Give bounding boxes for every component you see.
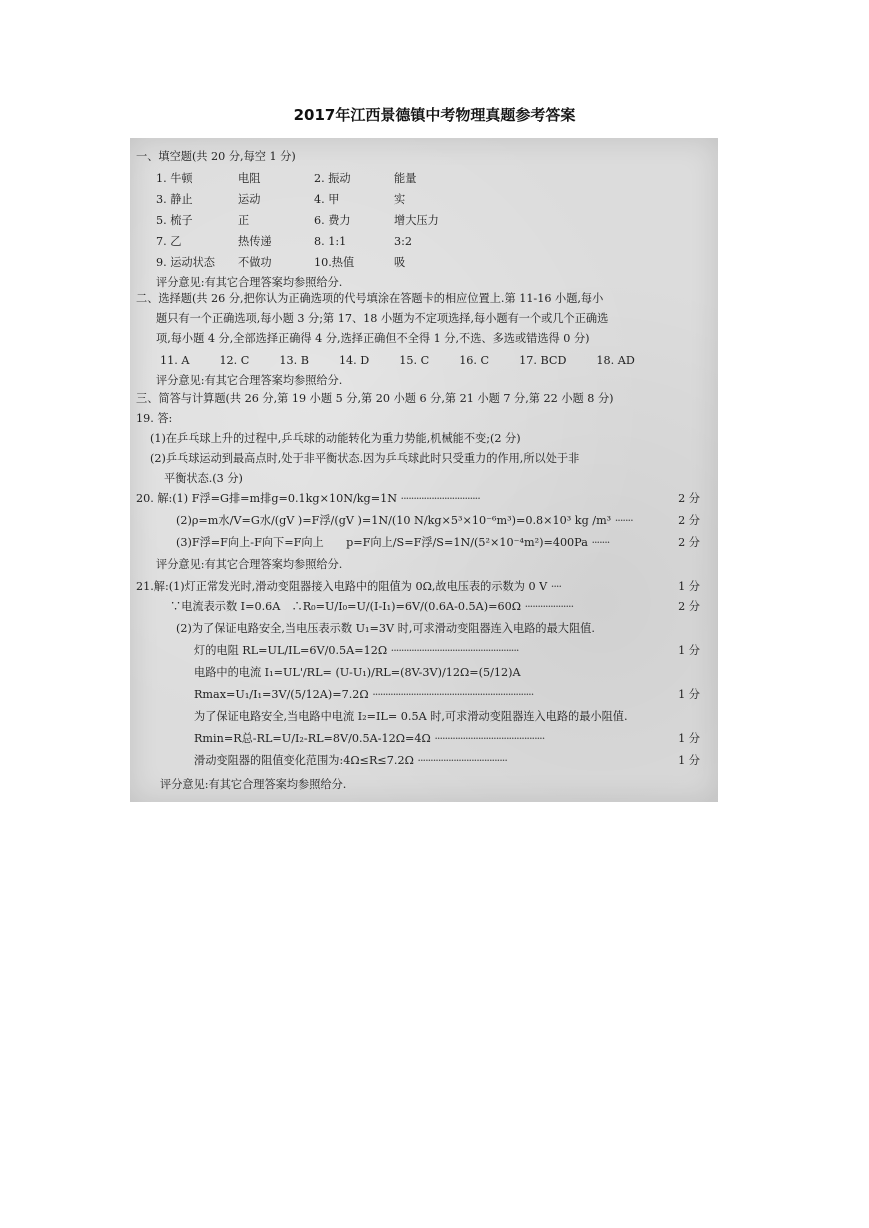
q21-line-text: (2)为了保证电路安全,当电压表示数 U₁=3V 时,可求滑动变阻器连入电路的最大阻值. [176, 622, 595, 635]
q21-line: 灯的电阻 RL=UL/IL=6V/0.5A=12Ω ·················································· 1 分 [194, 644, 700, 657]
q19-line: (2)乒乓球运动到最高点时,处于非平衡状态.因为乒乓球此时只受重力的作用,所以处于非 [150, 452, 580, 465]
q21-line: 滑动变阻器的阻值变化范围为:4Ω≤R≤7.2Ω ··································· 1 分 [194, 754, 700, 767]
fill-cell: 电阻 [238, 172, 261, 185]
q21-line [194, 710, 628, 724]
q20-line: (2)ρ=m水/V=G水/(gV )=F浮/(gV )=1N/(10 N/kg×5³×10⁻⁶m³)=0.8×10³ kg /m³ ······· 2 分 [176, 514, 700, 527]
q19-label: 19. 答: [136, 412, 173, 425]
fill-cell: 能量 [394, 172, 417, 185]
q19-line: (1)在乒乓球上升的过程中,乒乓球的动能转化为重力势能,机械能不变;(2 分) [150, 432, 521, 445]
choice-answer: 18. AD [596, 354, 635, 367]
q20-line-text: 20. 解:(1) F浮=G排=m排g=0.1kg×10N/kg=1N [136, 492, 397, 505]
q20-line-text: (2)ρ=m水/V=G水/(gV )=F浮/(gV )=1N/(10 N/kg×5³×10⁻⁶m³)=0.8×10³ kg /m³ [176, 514, 612, 527]
q21-line-text: 21.解:(1)灯正常发光时,滑动变阻器接入电路中的阻值为 0Ω,故电压表的示数为 0 V [136, 580, 548, 593]
fill-cell: 9. 运动状态 [156, 256, 215, 269]
q21-line-text: Rmax=U₁/I₁=3V/(5/12A)=7.2Ω [194, 688, 369, 701]
q21-line-text: 滑动变阻器的阻值变化范围为:4Ω≤R≤7.2Ω [194, 754, 414, 767]
section2-header-line: 项,每小题 4 分,全部选择正确得 4 分,选择正确但不全得 1 分,不选、多选或错选得 0 分) [156, 332, 590, 345]
q21-line: ∵电流表示数 I=0.6A ∴R₀=U/I₀=U/(I-I₁)=6V/(0.6A-0.5A)=60Ω ··················· 2 分 [170, 600, 700, 613]
fill-cell: 热传递 [238, 235, 272, 248]
fill-cell: 3:2 [394, 235, 413, 248]
score-label: 1 分 [678, 754, 700, 767]
fill-cell: 正 [238, 214, 250, 227]
q21-line: 21.解:(1)灯正常发光时,滑动变阻器接入电路中的阻值为 0Ω,故电压表的示数为 0 V ···· 1 分 [136, 580, 700, 593]
fill-cell: 4. 甲 [314, 193, 340, 206]
choice-answer: 13. B [279, 354, 309, 367]
fill-row [156, 256, 405, 270]
q21-line [194, 666, 521, 680]
fill-row [156, 172, 416, 186]
score-label: 2 分 [678, 600, 700, 613]
q20-line: 20. 解:(1) F浮=G排=m排g=0.1kg×10N/kg=1N ······························· 2 分 [136, 492, 700, 505]
score-label: 1 分 [678, 732, 700, 745]
fill-row [156, 235, 412, 249]
fill-cell: 7. 乙 [156, 235, 182, 248]
fill-cell: 增大压力 [394, 214, 439, 227]
q20-line-text: (3)F浮=F向上-F向下=F向上 p=F向上/S=F浮/S=1N/(5²×10⁻⁴m²)=400Pa [176, 536, 588, 549]
scoring-note: 评分意见:有其它合理答案均参照给分. [156, 276, 343, 289]
q19-line: 平衡状态.(3 分) [164, 472, 243, 485]
q21-line-text: 为了保证电路安全,当电路中电流 I₂=IL= 0.5A 时,可求滑动变阻器连入电路的最小阻值. [194, 710, 628, 723]
q21-line-text: Rmin=R总-RL=U/I₂-RL=8V/0.5A-12Ω=4Ω [194, 732, 431, 745]
score-label: 1 分 [678, 580, 700, 593]
q21-line [176, 622, 595, 636]
q20-line: (3)F浮=F向上-F向下=F向上 p=F向上/S=F浮/S=1N/(5²×10⁻⁴m²)=400Pa ······· 2 分 [176, 536, 700, 549]
score-label: 2 分 [678, 492, 700, 505]
section1-header: 一、填空题(共 20 分,每空 1 分) [136, 150, 296, 163]
section2-header-line: 二、选择题(共 26 分,把你认为正确选项的代号填涂在答题卡的相应位置上.第 11-16 小题,每小 [136, 292, 604, 305]
fill-cell: 8. 1:1 [314, 235, 347, 248]
choice-answer: 14. D [338, 354, 370, 367]
scoring-note: 评分意见:有其它合理答案均参照给分. [156, 558, 343, 571]
fill-cell: 吸 [394, 256, 406, 269]
q21-line-text: ∵电流表示数 I=0.6A ∴R₀=U/I₀=U/(I-I₁)=6V/(0.6A-0.5A)=60Ω [170, 600, 521, 613]
choice-answer: 17. BCD [519, 354, 567, 367]
fill-cell: 不做功 [238, 256, 272, 269]
scoring-note: 评分意见:有其它合理答案均参照给分. [156, 374, 343, 387]
choice-answer: 15. C [399, 354, 430, 367]
q21-line-text: 灯的电阻 RL=UL/IL=6V/0.5A=12Ω [194, 644, 388, 657]
fill-cell: 1. 牛顿 [156, 172, 193, 185]
section2-header-line: 题只有一个正确选项,每小题 3 分;第 17、18 小题为不定项选择,每小题有一个或几个正确选 [156, 312, 609, 325]
fill-cell: 运动 [238, 193, 261, 206]
page-title: 2017年江西景德镇中考物理真题参考答案 [293, 106, 576, 124]
q21-line-text: 电路中的电流 I₁=UL'/RL= (U-U₁)/RL=(8V-3V)/12Ω=(5/12)A [194, 666, 521, 679]
section3-header: 三、简答与计算题(共 26 分,第 19 小题 5 分,第 20 小题 6 分,第 21 小题 7 分,第 22 小题 8 分) [136, 392, 614, 405]
choice-answer: 16. C [459, 354, 490, 367]
score-label: 1 分 [678, 688, 700, 701]
score-label: 2 分 [678, 514, 700, 527]
fill-cell: 6. 费力 [314, 214, 351, 227]
q21-line: Rmax=U₁/I₁=3V/(5/12A)=7.2Ω ······························································· 1 分 [194, 688, 700, 701]
choice-answers [160, 354, 635, 368]
choice-answer: 11. A [160, 354, 190, 367]
q21-line: Rmin=R总-RL=U/I₂-RL=8V/0.5A-12Ω=4Ω ··········································· 1 分 [194, 732, 700, 745]
fill-cell: 实 [394, 193, 406, 206]
fill-cell: 10.热值 [314, 256, 355, 269]
fill-cell: 2. 振动 [314, 172, 351, 185]
scanned-answer-sheet [130, 138, 718, 802]
scoring-note: 评分意见:有其它合理答案均参照给分. [160, 778, 347, 791]
score-label: 2 分 [678, 536, 700, 549]
fill-row [156, 193, 405, 207]
fill-row [156, 214, 439, 228]
fill-cell: 5. 梳子 [156, 214, 193, 227]
fill-cell: 3. 静止 [156, 193, 193, 206]
choice-answer: 12. C [219, 354, 250, 367]
score-label: 1 分 [678, 644, 700, 657]
